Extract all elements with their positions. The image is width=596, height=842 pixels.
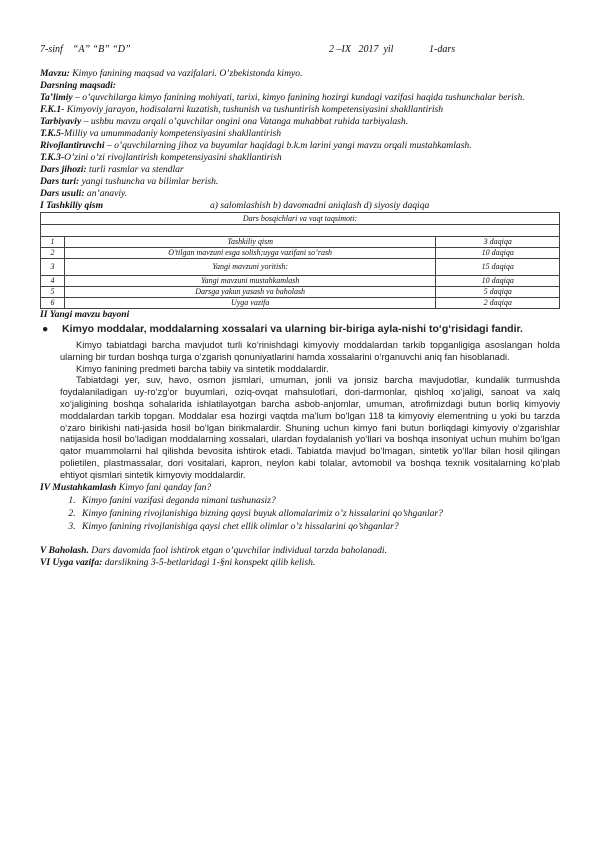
lesson-number: 1-dars [429, 44, 456, 55]
org-steps: a) salomlashish b) davomadni aniqlash d) siyosiy daqiqa [210, 200, 430, 211]
list-item: 1. Kimyo fanini vazifasi deganda nimani tushunasiz? [78, 494, 560, 507]
topic-label: Mavzu: [40, 68, 70, 79]
goal-line: Dars jihozi: turli rasmlar va stendlar [40, 164, 184, 175]
table-caption: Dars bosqichlari va vaqt taqsimoti: [41, 213, 560, 225]
grade-classes: 7-sinf “A” “B” “D” [40, 44, 131, 55]
body-paragraph: Kimyo fanining predmeti barcha tabiiy va sintetik moddalardir. [76, 363, 329, 374]
lesson-stages-table [40, 212, 560, 309]
body-paragraph: Kimyo tabiatdagi barcha mavjudot turli ko‘rinishdagi kimyoviy moddalardan tarkib topganligiga asoslangan holda ularning bir turdan boshqa turga o‘zgarish qonuniyatlarini hamda xossalarini o‘rganuvchi aniq fan hisoblanadi. [60, 340, 560, 362]
reinforce-label: IV Mustahkamlash [40, 481, 117, 493]
bullet-icon: ● [42, 323, 49, 335]
goal-line: Tarbiyaviy – ushbu mavzu orqali o’quvchilar ongini ona Vatanga muhabbat ruhida tarbiyalash. [40, 116, 409, 127]
goal-line: Rivojlantiruvchi – o’quvchilarning jihoz va buyumlar haqidagi b.k.m larini yangi mavzu orqali mustahkamlash. [40, 140, 472, 151]
homework-label: VI Uyga vazifa: [40, 556, 103, 568]
topic-text: Kimyo fanining maqsad va vazifalari. O’zbekistonda kimyo. [69, 68, 303, 79]
goal-line: Dars usuli: an’anaviy. [40, 188, 128, 199]
list-item: 3. Kimyo fanining rivojlanishiga qaysi chet ellik olimlar o’z hissalarini qo’shganlar? [78, 520, 560, 533]
table-row: 4 Yangi mavzuni mustahkamlash 10 daqiqa [41, 276, 560, 287]
grading-label: V Baholash. [40, 544, 89, 556]
table-row: 1 Tashkiliy qism 3 daqiqa [41, 237, 560, 248]
homework-line [40, 557, 560, 569]
org-label: I Tashkiliy qism [40, 200, 104, 211]
table-row: 3 Yangi mavzuni yoritish: 15 daqiqa [41, 259, 560, 276]
question-list [40, 494, 560, 533]
table-row: 2 O’tilgan mavzuni esga solish;uyga vazifani so’rash 10 daqiqa [41, 248, 560, 259]
homework-text: darslikning 3-5-betlaridagi 1-§ni konspekt qilib kelish. [102, 556, 316, 568]
goal-line: F.K.1- Kimyoviy jarayon, hodisalarni kuzatish, tushunish va tushuntirish kompetensiyasini shakllantirish [40, 104, 444, 115]
list-item: 2. Kimyo fanining rivojlanishiga bizning qaysi buyuk allomalarimiz o’z hissalarini qo’shganlar? [78, 507, 560, 520]
lesson-date: 2 –IX 2017 yil [329, 44, 394, 55]
goal-line: T.K.5-Milliy va umummadaniy kompetensiyasini shakllantirish [40, 128, 282, 139]
grading-line [40, 545, 560, 557]
page-header [40, 44, 560, 58]
lesson-plan-page [40, 44, 560, 569]
org-section [40, 200, 560, 212]
definition-bullet: ● Kimyo moddalar, moddalarning xossalari va ularning bir-biriga ayla-nishi to‘g‘risidagi fandir. [42, 323, 523, 335]
goal-line: T.K.3-O’zini o’zi rivojlantirish kompetensiyasini shakllantirish [40, 152, 282, 163]
body-paragraph: Tabiatdagi yer, suv, havo, osmon jismlari, umuman, jonli va jonsiz barcha mavjudotlar, kundalik turmushda foydalaniladigan uy-ro‘zg‘or buyumlari, oziq-ovqat mahsulotlari, dori-darmonlar, qishloq xo‘jaligi, sanoat va xalq xo‘jaligining boshqa sohalarida ishlatilayotgan barcha asbob-anjomlar, umuman, atrofimizdagi butun borliq kimyoviy moddalardan tarkib topgan. Moddalar esa hozirgi vaqtda ma’lum bo‘lgan 118 ta kimyoviy elementning u yoki bu tarzda o‘zaro birikishi nati-jasida hosil bo‘lgan birikmalardir. Shuning uchun kimyo fani butun borliqdagi kimyoviy o‘zgarishlar natijasida hosil bo‘ladigan moddalarning xossalari, ulardan foydalanish yo‘llari va boshqa insoniyat uchun muhim bo‘lgan qator muammolarni hal qilishda bevosita ishtirok etadi. Tabiatda mavjud bo‘lmagan, sintetik yo‘llar bilan hosil qilingan polietilen, plastmassalar, dori vositalari, kapron, neylon kabi tolalar, avtomobil va boshqa texnik vositalarning ko‘plab ehtiyot qismlari sintetik kimyoviy moddalardir. [60, 375, 560, 480]
topic-line [40, 68, 560, 80]
table-row: 6 Uyga vazifa 2 daqiqa [41, 298, 560, 309]
grading-text: Dars davomida faol ishtirok etgan o’quvchilar individual tarzda baholanadi. [88, 544, 387, 556]
goals-title: Darsning maqsadi: [40, 80, 116, 91]
goal-line: Dars turi: yangi tushuncha va bilimlar berish. [40, 176, 219, 187]
new-topic-title: II Yangi mavzu bayoni [40, 309, 130, 320]
reinforce-question: Kimyo fani qanday fan? [116, 481, 212, 493]
table-row: 5 Darsga yakun yasash va baholash 5 daqiqa [41, 287, 560, 298]
goal-line: Ta’limiy – o’quvchilarga kimyo fanining mohiyati, tarixi, kimyo fanining hozirgi kundagi vazifasi haqida tushunchalar berish. [40, 92, 525, 103]
reinforce-line [40, 482, 560, 494]
